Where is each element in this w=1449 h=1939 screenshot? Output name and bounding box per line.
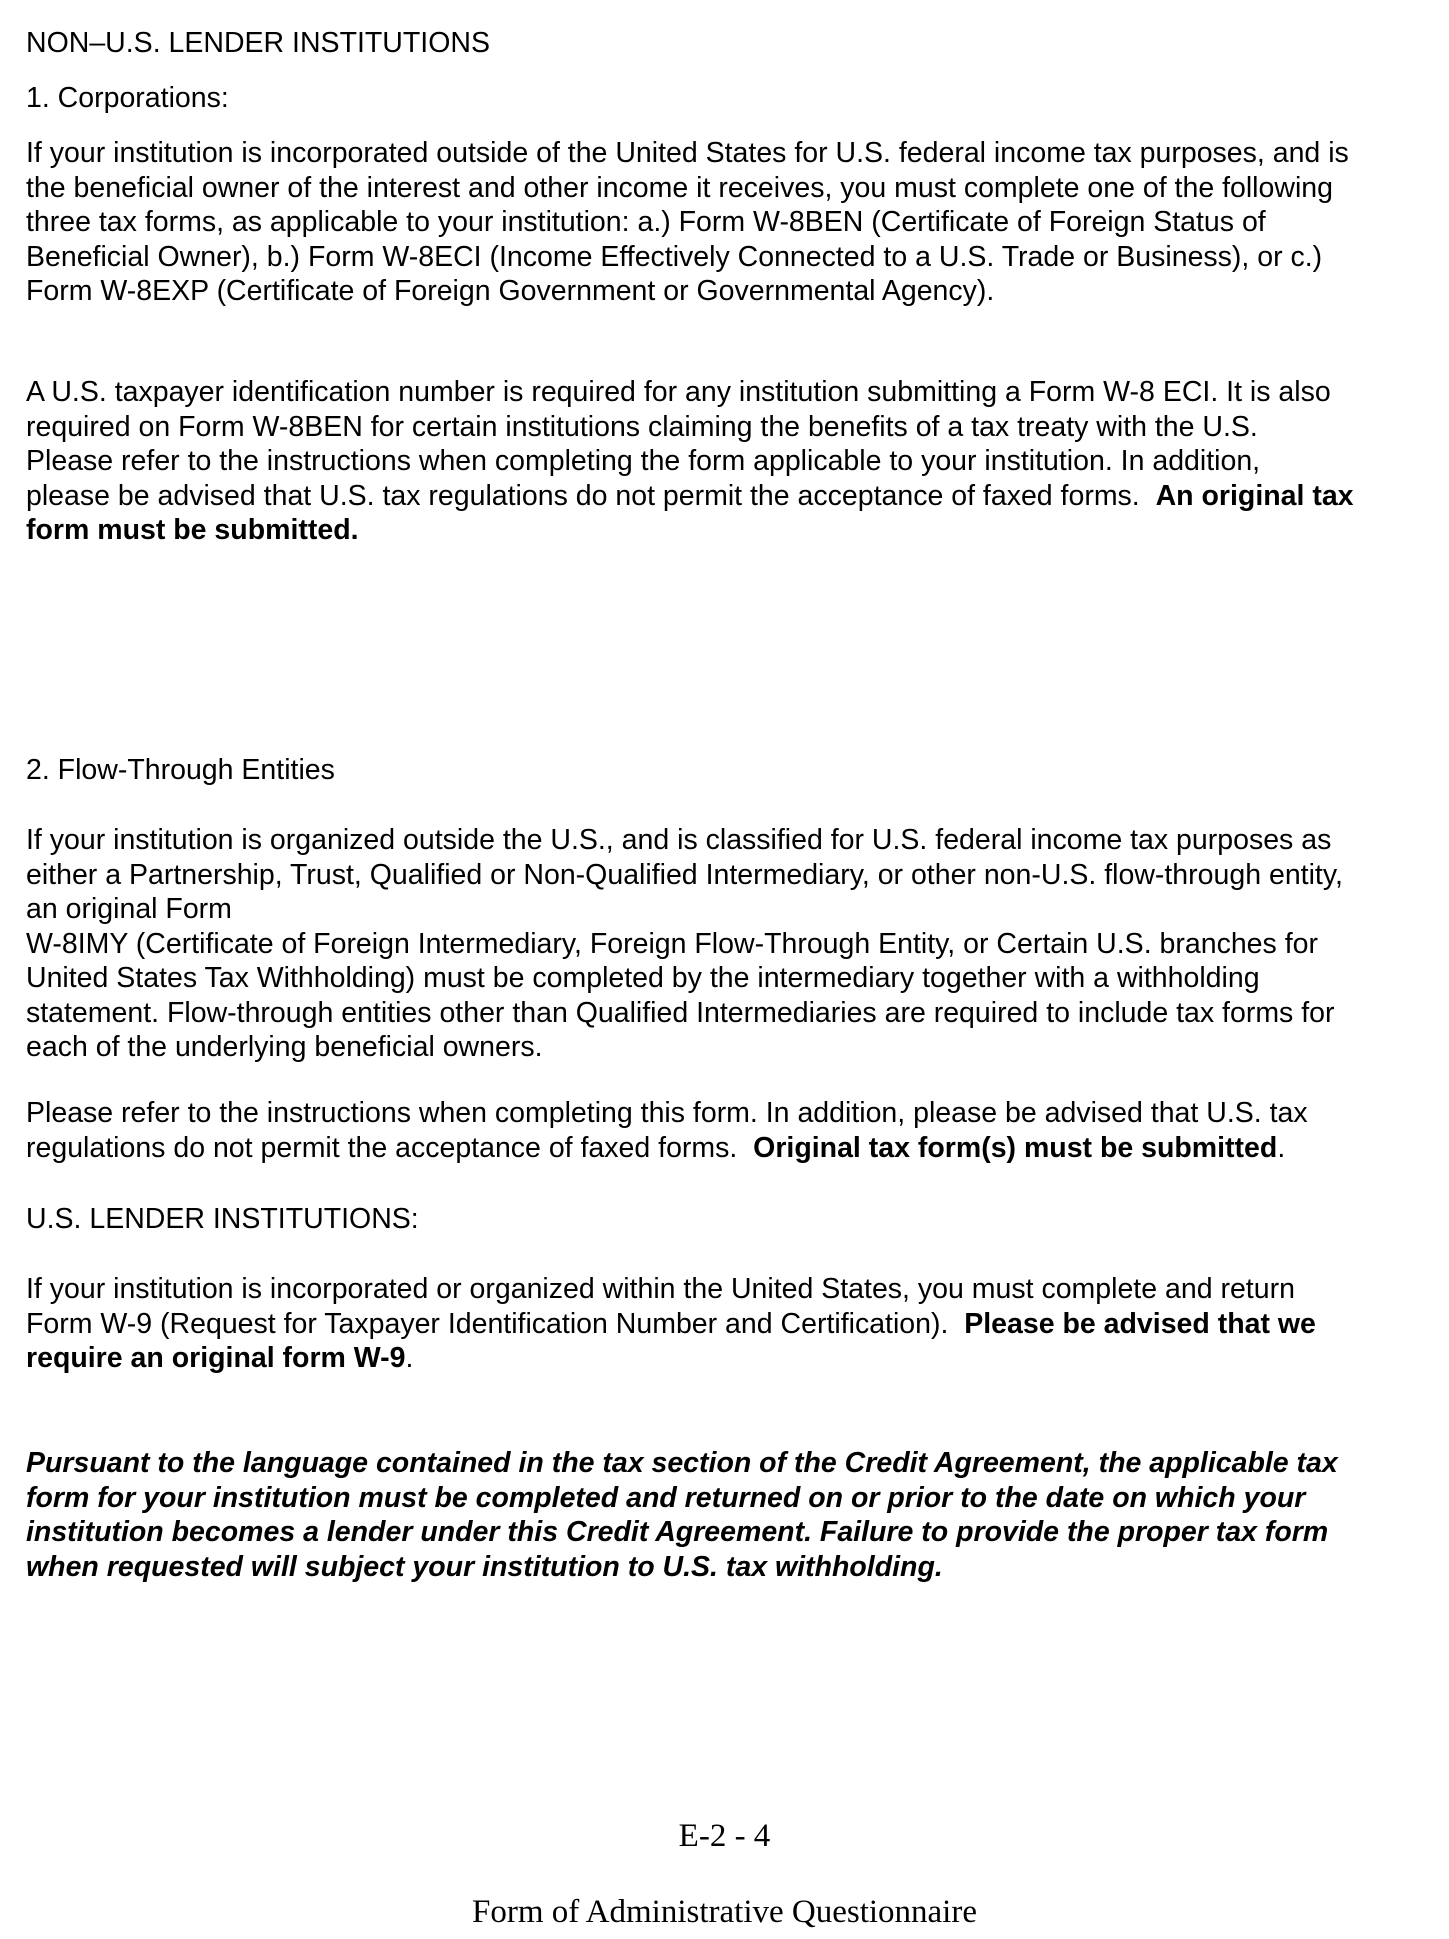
text-line: the beneficial owner of the interest and other income it receives, you must complete one of the following xyxy=(26,171,1333,204)
text-run: . xyxy=(405,1342,414,1374)
text-line xyxy=(26,1341,1316,1376)
text-line: an original Form xyxy=(26,893,232,925)
text-run: please be advised that U.S. tax regulations do not permit the acceptance of faxed forms. xyxy=(26,479,1156,512)
form-title-footer: Form of Administrative Questionnaire xyxy=(471,1894,977,1930)
text-line: required on Form W-8BEN for certain institutions claiming the benefits of a tax treaty with the U.S. xyxy=(26,410,1258,443)
original-tax-form-notice: An original tax xyxy=(1155,479,1354,512)
text-line: Form W-8EXP (Certificate of Foreign Government or Governmental Agency). xyxy=(26,275,995,307)
text-line: W-8IMY (Certificate of Foreign Intermediary, Foreign Flow-Through Entity, or Certain U.S. branches for xyxy=(26,927,1318,960)
text-line: Beneficial Owner), b.) Form W-8ECI (Income Effectively Connected to a U.S. Trade or Business), or c.) xyxy=(26,240,1323,273)
text-run: . xyxy=(1277,1131,1286,1164)
text-line: three tax forms, as applicable to your institution: a.) Form W-8BEN (Certificate of Foreign Status of xyxy=(26,206,1266,238)
flow-through-paragraph-2 xyxy=(26,1096,1308,1165)
text-line: If your institution is incorporated outside of the United States for U.S. federal income tax purposes, and is xyxy=(26,137,1349,169)
text-line: United States Tax Withholding) must be completed by the intermediary together with a withholding xyxy=(26,962,1260,994)
corporations-paragraph-2 xyxy=(26,375,1354,548)
non-us-lender-heading: NON–U.S. LENDER INSTITUTIONS xyxy=(26,27,490,59)
text-line: Please refer to the instructions when completing the form applicable to your institution. In addition, xyxy=(26,445,1261,477)
us-lender-paragraph xyxy=(26,1272,1316,1376)
text-line xyxy=(26,1131,1308,1166)
text-line: statement. Flow-through entities other than Qualified Intermediaries are required to include tax forms for xyxy=(26,996,1335,1029)
text-line: either a Partnership, Trust, Qualified or Non-Qualified Intermediary, or other non-U.S. flow-through entity, xyxy=(26,858,1343,891)
text-line: when requested will subject your institution to U.S. tax withholding. xyxy=(26,1550,943,1583)
page-number: E-2 - 4 xyxy=(678,1818,771,1854)
us-lender-heading: U.S. LENDER INSTITUTIONS: xyxy=(26,1203,419,1235)
original-w9-notice: Please be advised that we xyxy=(964,1307,1316,1340)
text-line: form for your institution must be completed and returned on or prior to the date on which your xyxy=(26,1481,1306,1514)
text-line: each of the underlying beneficial owners. xyxy=(26,1031,543,1063)
text-line: Pursuant to the language contained in the tax section of the Credit Agreement, the applicable tax xyxy=(26,1447,1338,1479)
text-line: A U.S. taxpayer identification number is required for any institution submitting a Form W-8 ECI. It is also xyxy=(26,376,1331,408)
text-run: Form W-9 (Request for Taxpayer Identification Number and Certification). xyxy=(26,1307,965,1340)
text-line: If your institution is organized outside the U.S., and is classified for U.S. federal income tax purposes as xyxy=(26,824,1332,856)
original-w9-notice-cont: require an original form W-9 xyxy=(26,1342,406,1374)
original-tax-form-notice-cont: form must be submitted. xyxy=(26,514,359,546)
flow-through-heading: 2. Flow-Through Entities xyxy=(26,754,335,786)
text-line: Please refer to the instructions when completing this form. In addition, please be advised that U.S. tax xyxy=(26,1097,1308,1129)
text-line xyxy=(26,1307,1316,1342)
corporations-heading: 1. Corporations: xyxy=(26,82,229,114)
corporations-paragraph-1 xyxy=(26,136,1349,309)
original-tax-forms-notice: Original tax form(s) must be submitted xyxy=(753,1131,1278,1164)
pursuant-notice xyxy=(26,1446,1338,1584)
text-run: regulations do not permit the acceptance of faxed forms. xyxy=(26,1131,754,1164)
text-line: institution becomes a lender under this Credit Agreement. Failure to provide the proper tax form xyxy=(26,1516,1329,1548)
flow-through-paragraph-1 xyxy=(26,823,1343,1065)
text-line xyxy=(26,479,1354,514)
text-line: If your institution is incorporated or organized within the United States, you must complete and return xyxy=(26,1273,1295,1305)
